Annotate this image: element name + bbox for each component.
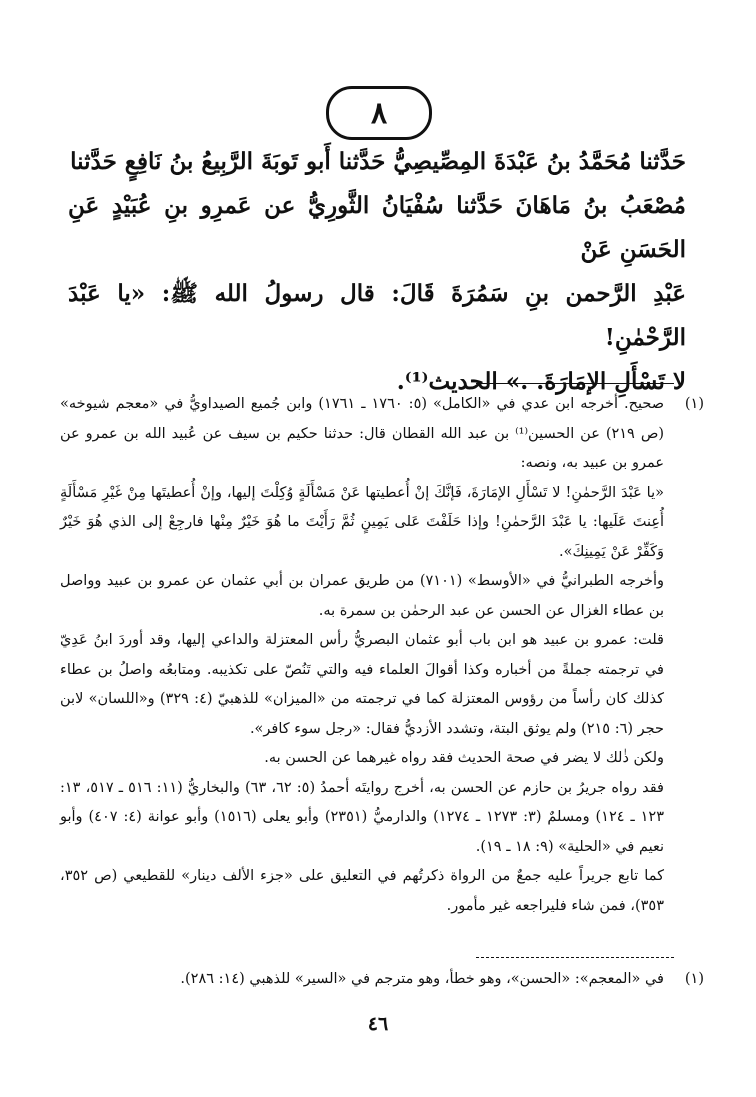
footnote-paragraph: صحيح. أخرجه ابن عدي في «الكامل» (٥: ١٧٦٠ ـ ١٧٦١) وابن جُميع الصيداويُّ في «معجم شيوخه» (ص ٢١٩) عن الحسين⁽¹⁾ بن عبد الله القطان قال: حدثنا حكيم بن سيف عن عُبيد الله بن عمرو عن عمرو بن عبيد به، ونصه: <box>60 396 665 471</box>
hadith-line: عَبْدِ الرَّحمن بنِ سَمُرَةَ قَالَ: قال رسولُ الله ﷺ: «يا عَبْدَ الرَّحْمٰنِ! <box>68 280 686 351</box>
footnote-paragraph: كما تابع جريراً عليه جمعٌ من الرواة ذكرتُهم في التعليق على «جزء الألف دينار» للقطيعي (ص ٣٥٢، ٣٥٣)، فمن شاء فليراجعه غير مأمور. <box>60 868 664 914</box>
footnote-2 <box>60 965 704 994</box>
footnote-separator <box>476 383 674 384</box>
hadith-text <box>68 140 686 404</box>
footnote-paragraph: قلت: عمرو بن عبيد هو ابن باب أبو عثمان البصريُّ رأس المعتزلة والداعي إليها، وقد أوردَ ابنُ عَدِيّ في ترجمته جملةً من أخباره وكذا أقوالَ العلماء فيه والتي تَنُصّ على تكذيبه. ومتابعُه واصلُ بن عطاء كذلك كان رأساً من رؤوس المعتزلة كما في ترجمته من «الميزان» للذهبيّ (٤: ٣٢٩) و«اللسان» لابن حجر (٦: ٢١٥) ولم يوثق البتة، وتشدد الأزديُّ فقال: «رجل سوء كافر». <box>60 632 664 737</box>
footnote-paragraph: وأخرجه الطبرانيُّ في «الأوسط» (٧١٠١) من طريق عمران بن أبي عثمان عن عمرو بن عبيد وواصل بن عطاء الغزال عن الحسن عن عبد الرحمٰن بن سمرة به. <box>60 573 664 619</box>
hadith-number: ٨ <box>370 95 388 131</box>
footnote-paragraph: «يا عَبْدَ الرَّحمٰنِ! لا تَسْأَلِ الإمَارَةَ، فَإنَّكَ إنْ أُعطيتها عَنْ مَسْأَلَةٍ وُكِلْتَ إليها، وإنْ أُعطيتَها مِنْ غَيْرِ مَسْأَلَةٍ أُعِنتَ عَلَيها: يا عَبْدَ الرَّحمٰنِ! وإذا حَلَفْتَ عَلى يَمِينٍ ثُمَّ رَأَيْتَ ما هُوَ خَيْرٌ مِنْها فارجِعْ إلى الذي هُوَ خَيْرٌ وَكَفِّرْ عَنْ يَمِينِكَ». <box>60 484 664 560</box>
page-number: ٤٦ <box>367 1013 389 1035</box>
footnote-separator-dashed <box>476 957 674 958</box>
footnote-1 <box>60 390 704 921</box>
hadith-number-badge <box>326 86 432 140</box>
footnote-body: في «المعجم»: «الحسن»، وهو خطأ، وهو مترجم في «السير» للذهبي (١٤: ٢٨٦). <box>180 971 664 987</box>
hadith-line: لا تَسْأَلِ الإمَارَةَ. .» الحديث⁽¹⁾. <box>396 368 686 395</box>
hadith-line: حَدَّثنا مُحَمَّدُ بنُ عَبْدَةَ المِصِّيصِيُّ حَدَّثنا أَبو تَوبَةَ الرَّبِيعُ بنُ نَافِعٍ حَدَّثنا <box>70 148 686 175</box>
footnote-number: (١) <box>684 971 704 987</box>
footnote-number: (١) <box>684 396 704 412</box>
hadith-line: مُصْعَبُ بنُ مَاهَانَ حَدَّثنا سُفْيَانُ الثَّورِيُّ عن عَمرِو بنِ عُبَيْدٍ عَنِ الحَسَنِ عَنْ <box>68 192 686 263</box>
footnote-paragraph: ولكن ذٰلك لا يضر في صحة الحديث فقد رواه غيرهما عن الحسن به. <box>264 750 664 766</box>
footnote-paragraph: فقد رواه جريرُ بن حازم عن الحسن به، أخرج روايتَه أحمدُ (٥: ٦٢، ٦٣) والبخاريُّ (١١: ٥١٦ ـ ٥١٧، ١٣: ١٢٣ ـ ١٢٤) ومسلمٌ (٣: ١٢٧٣ ـ ١٢٧٤) والدارميُّ (٢٣٥١) وأبو يعلى (١٥١٦) وأبو عوانة (٤: ٤٠٧) وأبو نعيم في «الحلية» (٩: ١٨ ـ ١٩). <box>60 779 665 855</box>
footnote-body <box>60 390 664 921</box>
